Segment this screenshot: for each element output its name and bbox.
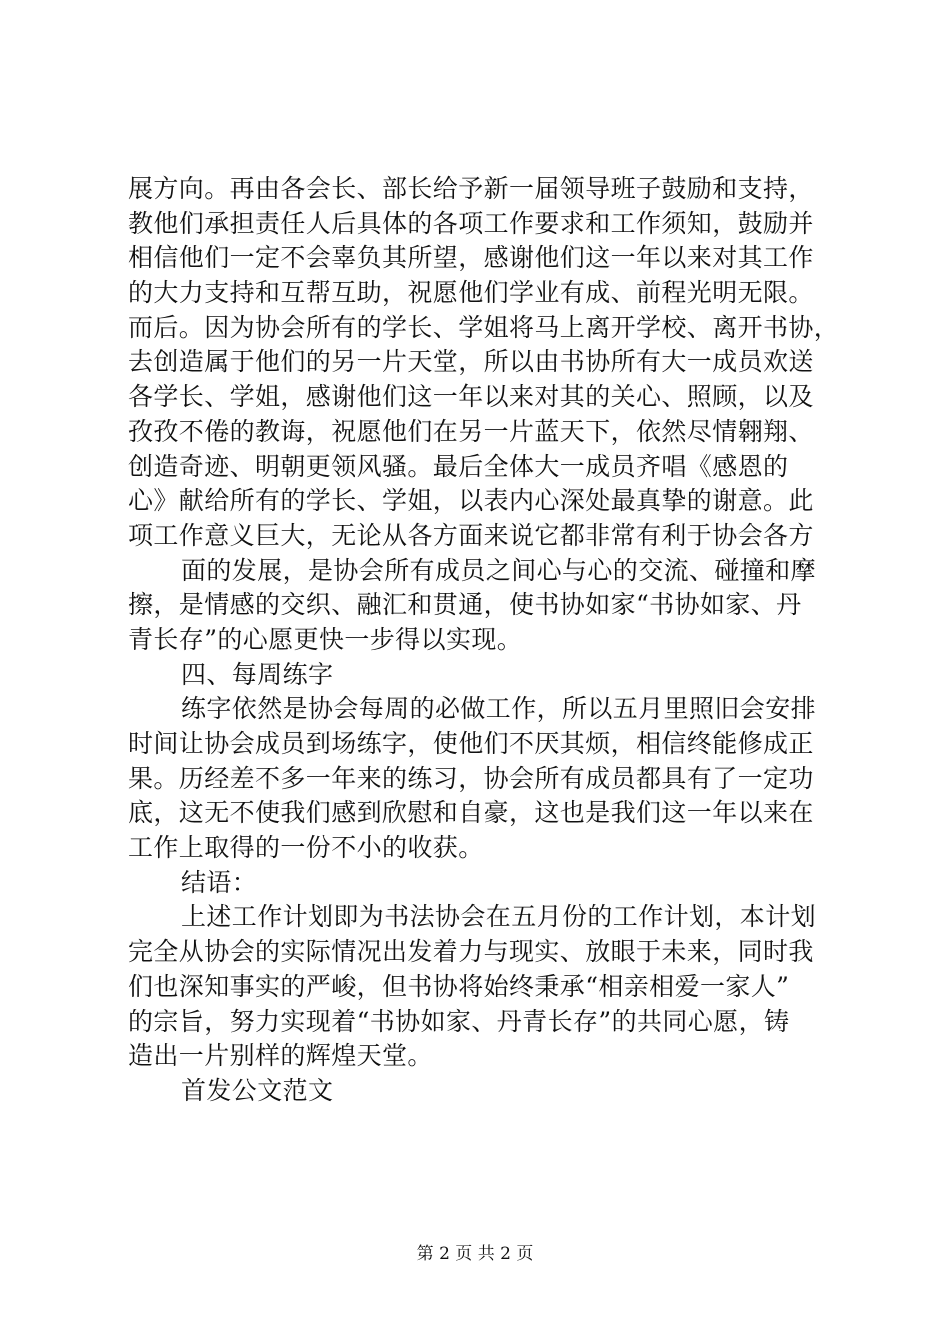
text-line: 展方向。再由各会长、部长给予新一届领导班子鼓励和支持， [128,174,814,203]
text-line: 青长存”的心愿更快一步得以实现。 [128,624,523,654]
page-number-footer: 第 2 页 共 2 页 [416,1244,534,1264]
text-line: 果。历经差不多一年来的练习，协会所有成员都具有了一定功 [128,763,814,793]
text-line: 的宗旨，努力实现着“书协如家、丹青长存”的共同心愿，铸 [128,1006,790,1036]
text-line: 造出一片别样的辉煌天堂。 [128,1041,433,1071]
text-line: 的大力支持和互帮互助，祝愿他们学业有成、前程光明无限。 [128,278,814,308]
section-heading: 四、每周练字 [181,659,334,689]
closing-line: 首发公文范文 [181,1075,334,1105]
text-line: 孜孜不倦的教诲，祝愿他们在另一片蓝天下，依然尽情翱翔、 [128,416,814,446]
text-line: 相信他们一定不会辜负其所望，感谢他们这一年以来对其工作 [128,243,814,273]
text-line: 去创造属于他们的另一片天堂，所以由书协所有大一成员欢送 [128,347,814,377]
text-line: 练字依然是协会每周的必做工作，所以五月里照旧会安排 [181,694,817,724]
text-line: 完全从协会的实际情况出发着力与现实、放眼于未来，同时我 [128,937,814,967]
text-line: 上述工作计划即为书法协会在五月份的工作计划，本计划 [181,902,817,932]
document-body [128,172,840,1109]
text-line: 底，这无不使我们感到欣慰和自豪，这也是我们这一年以来在 [128,798,814,828]
text-line: 各学长、学姐，感谢他们这一年以来对其的关心、照顾，以及 [128,382,814,412]
text-line: 们也深知事实的严峻，但书协将始终秉承“相亲相爱一家人” [128,971,790,1001]
text-line: 面的发展，是协会所有成员之间心与心的交流、碰撞和摩 [181,555,817,585]
text-line: 时间让协会成员到场练字，使他们不厌其烦，相信终能修成正 [128,729,814,758]
text-line: 创造奇迹、明朝更领风骚。最后全体大一成员齐唱《感恩的 [128,451,789,481]
text-line: 教他们承担责任人后具体的各项工作要求和工作须知，鼓励并 [128,208,814,238]
text-line: 擦，是情感的交织、融汇和贯通，使书协如家“书协如家、丹 [128,590,802,620]
text-line: 心》献给所有的学长、学姐，以表内心深处最真挚的谢意。此 [128,486,814,516]
text-line: 而后。因为协会所有的学长、学姐将马上离开学校、离开书协， [128,312,840,342]
text-line: 项工作意义巨大，无论从各方面来说它都非常有利于协会各方 [128,520,814,550]
text-line: 工作上取得的一份不小的收获。 [128,833,484,863]
section-heading: 结语： [181,867,258,897]
